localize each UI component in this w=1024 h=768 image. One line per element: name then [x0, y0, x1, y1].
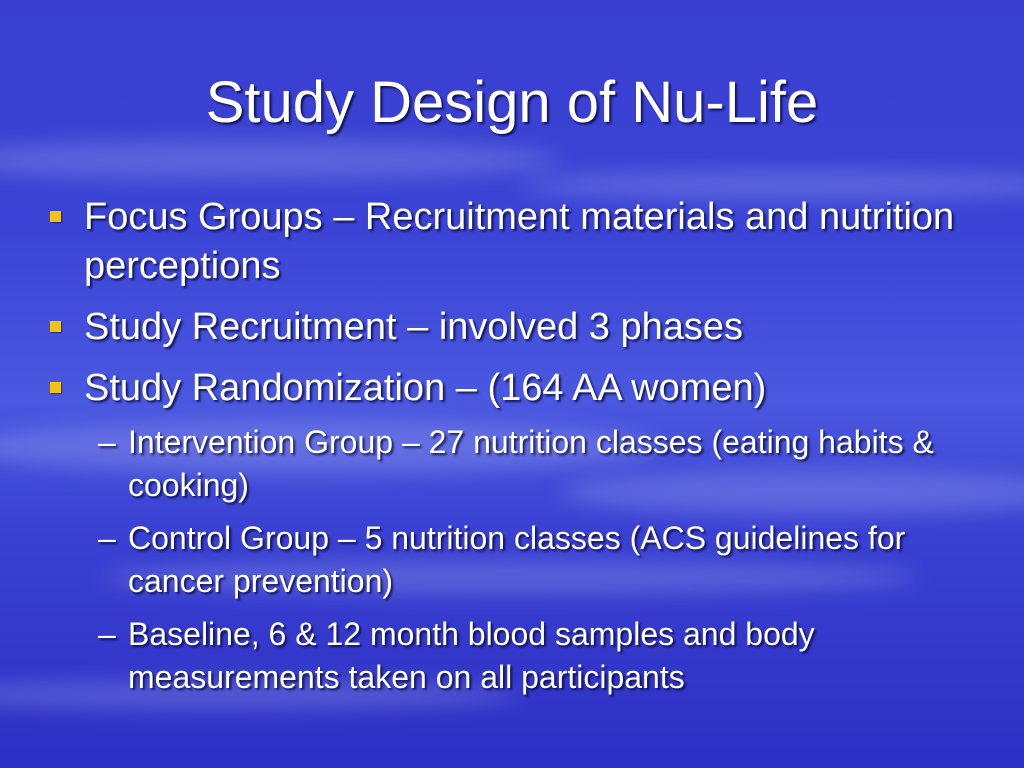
bullet-list: [44, 193, 994, 709]
slide-title: Study Design of Nu-Life: [205, 70, 819, 135]
square-bullet-icon: [50, 211, 61, 222]
bullet-item: [44, 193, 994, 291]
bullet-text: Study Randomization – (164 AA women): [84, 367, 767, 409]
dash-marker: –: [98, 424, 116, 460]
square-bullet-icon: [50, 382, 61, 393]
bullet-text: Focus Groups – Recruitment materials and nutrition perceptions: [84, 196, 955, 287]
dash-marker: –: [98, 520, 116, 556]
bullet-text: Study Recruitment – involved 3 phases: [84, 306, 744, 348]
dash-marker: –: [98, 616, 116, 652]
background-cloud-streak: [0, 140, 560, 180]
subbullet-text: Intervention Group – 27 nutrition classes (eating habits & cooking): [128, 424, 934, 503]
subbullet-text: Baseline, 6 & 12 month blood samples and body measurements taken on all participants: [128, 616, 815, 695]
bullet-item: [44, 303, 994, 352]
subbullet-group: [44, 421, 994, 699]
bullet-item: [44, 364, 994, 413]
subbullet-item: [44, 517, 994, 603]
subbullet-item: [44, 613, 994, 699]
subbullet-item: [44, 421, 994, 507]
subbullet-list: [44, 421, 994, 699]
subbullet-text: Control Group – 5 nutrition classes (ACS guidelines for cancer prevention): [128, 520, 906, 599]
square-bullet-icon: [50, 321, 61, 332]
